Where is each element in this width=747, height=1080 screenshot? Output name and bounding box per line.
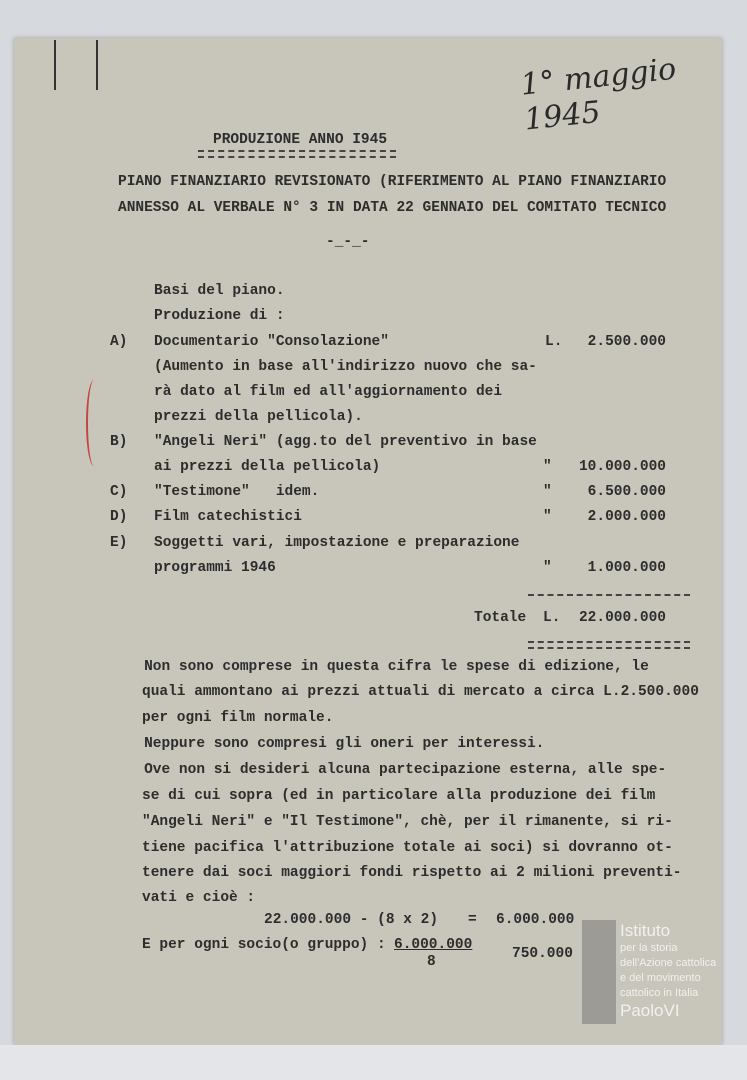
per-socio-numerator: 6.000.000 <box>394 937 473 953</box>
separator: -_-_- <box>326 234 370 250</box>
total-double-rule <box>528 641 690 649</box>
body-line: "Angeli Neri" e "Il Testimone", chè, per il rimanente, si ri- <box>142 814 673 830</box>
total-currency: L. <box>543 610 561 626</box>
sum-rule <box>528 594 690 596</box>
item-text: rà dato al film ed all'aggiornamento dei <box>154 384 503 400</box>
background-surface <box>0 1045 747 1080</box>
item-currency: " <box>543 484 552 500</box>
item-letter: E) <box>110 535 128 551</box>
watermark-text: Istituto <box>620 921 671 940</box>
intro-line: Basi del piano. <box>154 283 285 299</box>
body-line: Neppure sono compresi gli oneri per interessi. <box>118 736 545 752</box>
item-text: "Testimone" idem. <box>154 484 320 500</box>
item-text: ai prezzi della pellicola) <box>154 459 381 475</box>
isacem-logo-mark <box>582 920 616 1024</box>
item-text: prezzi della pellicola). <box>154 409 363 425</box>
item-text: "Angeli Neri" (agg.to del preventivo in base <box>154 434 537 450</box>
item-currency: " <box>543 459 552 475</box>
handwritten-date: 1° maggio 1945 <box>518 51 678 138</box>
item-amount: 10.000.000 <box>578 459 666 475</box>
item-currency: L. <box>545 334 563 350</box>
watermark-text: dell'Azione cattolica <box>620 957 717 969</box>
item-text: (Aumento in base all'indirizzo nuovo che sa- <box>154 359 537 375</box>
item-amount: 6.500.000 <box>587 484 666 500</box>
body-line: tiene pacifica l'attribuzione totale ai soci) si dovranno ot- <box>142 840 673 856</box>
per-socio-label: E per ogni socio(o gruppo) : <box>142 937 386 953</box>
formula-result: 6.000.000 <box>496 912 575 928</box>
item-text: programmi 1946 <box>154 560 276 576</box>
watermark-text: e del movimento <box>620 972 701 984</box>
item-letter: A) <box>110 334 128 350</box>
item-text: Soggetti vari, impostazione e preparazione <box>154 535 520 551</box>
watermark-text: cattolico in Italia <box>620 987 699 999</box>
item-text: Film catechistici <box>154 509 302 525</box>
body-line: se di cui sopra (ed in particolare alla produzione dei film <box>142 788 656 804</box>
item-currency: " <box>543 509 552 525</box>
body-line: Ove non si desideri alcuna partecipazione esterna, alle spe- <box>118 762 667 778</box>
subtitle-line: PIANO FINANZIARIO REVISIONATO (RIFERIMENTO AL PIANO FINANZIARIO <box>118 174 667 190</box>
formula-expression: 22.000.000 - (8 x 2) <box>264 912 439 928</box>
item-letter: C) <box>110 484 128 500</box>
item-letter: D) <box>110 509 128 525</box>
body-line: quali ammontano ai prezzi attuali di mercato a circa L.2.500.000 <box>142 684 699 700</box>
intro-line: Produzione di : <box>154 308 285 324</box>
formula-equals: = <box>468 912 477 928</box>
body-line: tenere dai soci maggiori fondi rispetto ai 2 milioni preventi- <box>142 865 682 881</box>
item-currency: " <box>543 560 552 576</box>
body-line: vati e cioè : <box>142 890 256 906</box>
body-line: Non sono comprese in questa cifra le spese di edizione, le <box>118 659 649 675</box>
watermark-text: PaoloVI <box>620 1001 680 1020</box>
document-title: PRODUZIONE ANNO I945 <box>213 132 388 148</box>
item-amount: 1.000.000 <box>587 560 666 576</box>
pencil-marks <box>54 40 98 90</box>
item-amount: 2.500.000 <box>587 334 666 350</box>
red-pencil-bracket <box>86 380 102 466</box>
item-text: Documentario "Consolazione" <box>154 334 389 350</box>
watermark-text: per la storia <box>620 942 678 954</box>
total-label: Totale <box>474 610 527 626</box>
isacem-watermark-logo <box>582 920 720 1028</box>
body-line: per ogni film normale. <box>142 710 334 726</box>
title-underline <box>198 150 396 158</box>
item-letter: B) <box>110 434 128 450</box>
item-amount: 2.000.000 <box>587 509 666 525</box>
per-socio-result: 750.000 <box>512 946 573 962</box>
per-socio-denominator: 8 <box>427 954 436 970</box>
total-amount: 22.000.000 <box>578 610 666 626</box>
subtitle-line: ANNESSO AL VERBALE N° 3 IN DATA 22 GENNAIO DEL COMITATO TECNICO <box>118 200 667 216</box>
